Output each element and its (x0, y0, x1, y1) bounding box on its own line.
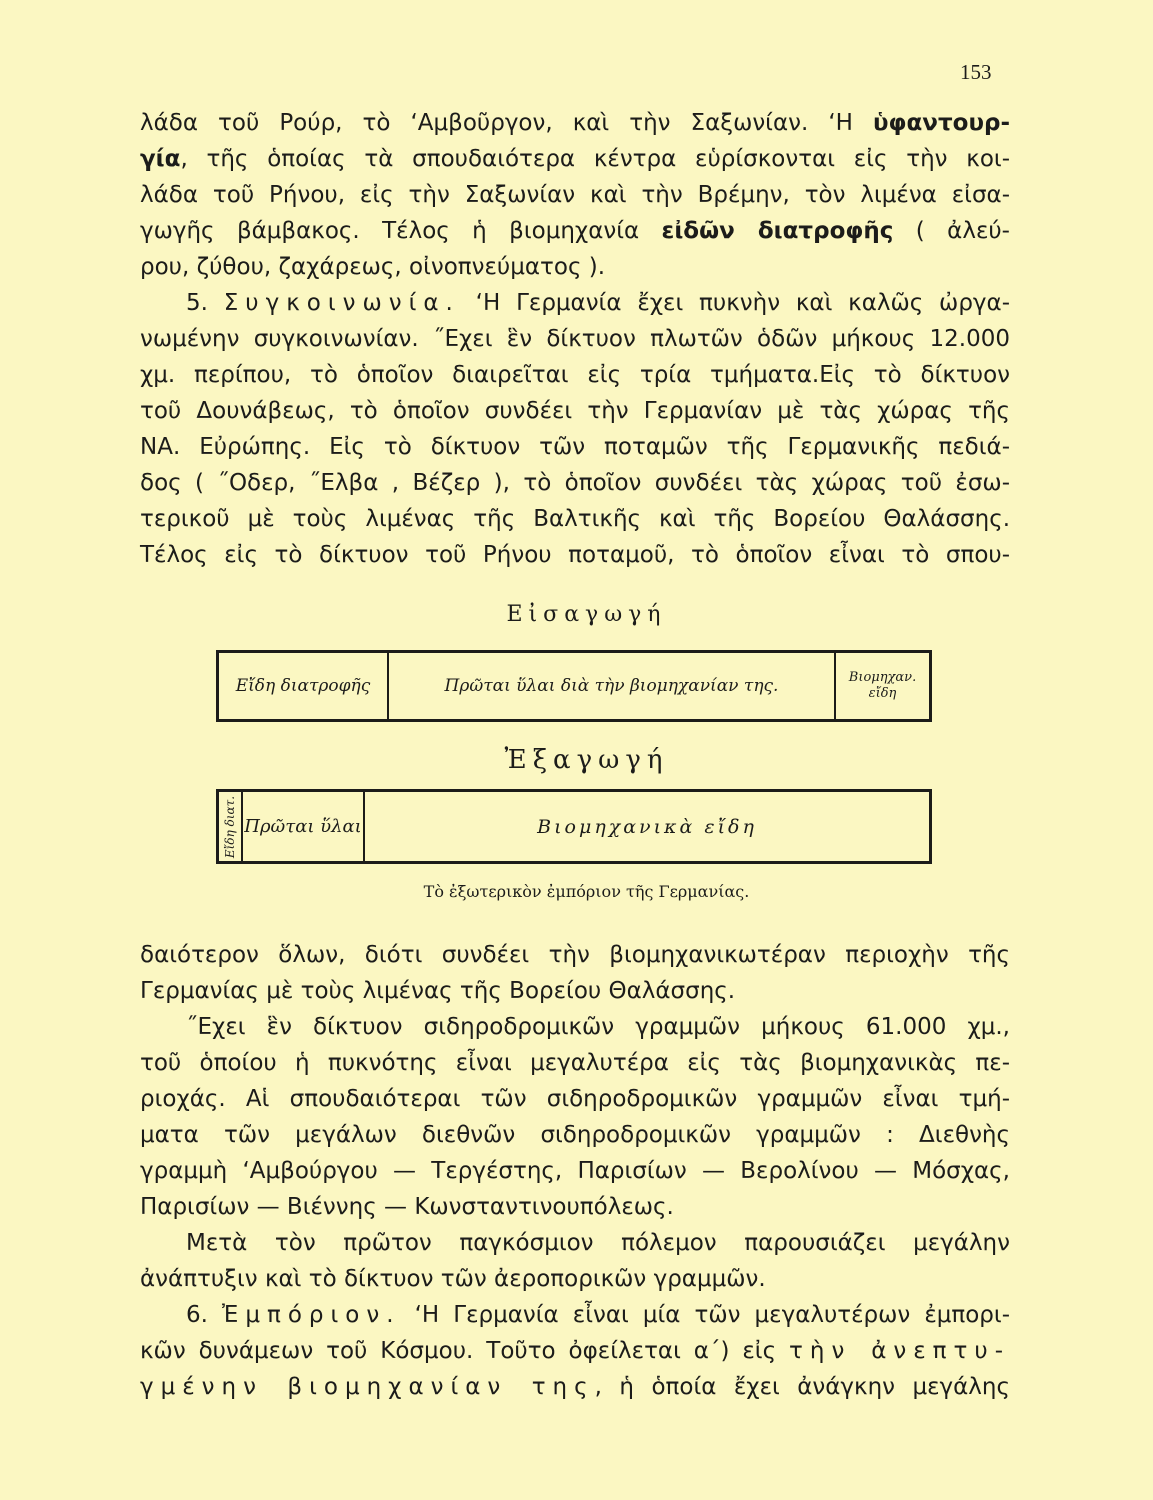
text-line (140, 177, 1010, 213)
bold-term: ὑφαντουρ- (872, 110, 1010, 136)
text-line (140, 285, 1010, 321)
text-block-top (140, 105, 1010, 573)
text-line (140, 1261, 1010, 1297)
text-line (140, 357, 1010, 393)
text-line (140, 1009, 1010, 1045)
text-run: ‘Η Γερμανία ἔχει πυκνὴν καὶ καλῶς ὠργα- (459, 290, 1010, 316)
text-line (140, 937, 1010, 973)
text-line (140, 429, 1010, 465)
text-line (140, 393, 1010, 429)
text-run: νωμένην συγκοινωνίαν. ˝Εχει ἓν δίκτυον πλωτῶν ὁδῶν μήκους 12.000 (140, 326, 1010, 352)
text-line (140, 973, 1010, 1009)
text-run: , ἡ ὁποία ἔχει ἀνάγκην μεγάλης (594, 1374, 1010, 1400)
spaced-term: γμένην βιομηχανίαν της (140, 1374, 595, 1400)
export-cell-food (219, 792, 243, 861)
text-run: , τῆς ὁποίας τὰ σπουδαιότερα κέντρα εὑρίσκονται εἰς τὴν κοι- (180, 146, 1010, 172)
import-cell-food: Εἴδη διατροφῆς (219, 653, 389, 719)
text-run: ΝΑ. Εὐρώπης. Εἰς τὸ δίκτυον τῶν ποταμῶν τῆς Γερμανικῆς πεδιά- (140, 434, 1010, 460)
bold-term: γία (140, 146, 181, 172)
text-line (140, 1045, 1010, 1081)
text-run: ἀνάπτυξιν καὶ τὸ δίκτυον τῶν ἀεροπορικῶν γραμμῶν. (140, 1266, 766, 1292)
text-run: τοῦ Δουνάβεως, τὸ ὁποῖον συνδέει τὴν Γερμανίαν μὲ τὰς χώρας τῆς (140, 398, 1010, 424)
text-run: λάδα τοῦ Ρήνου, εἰς τὴν Σαξωνίαν καὶ τὴν Βρέμην, τὸν λιμένα εἰσα- (140, 182, 1010, 208)
import-diagram (216, 650, 932, 722)
text-run: γραμμὴ ‘Αμβούργου — Τεργέστης, Παρισίων — Βερολίνου — Μόσχας, (140, 1158, 1010, 1184)
page-number: 153 (960, 60, 992, 84)
text-run: ( ἀλεύ- (893, 218, 1010, 244)
spaced-term: Συγκοινωνία. (223, 290, 460, 316)
text-line (140, 1369, 1010, 1405)
text-run: χμ. περίπου, τὸ ὁποῖον διαιρεῖται εἰς τρία τμήματα.Εἰς τὸ δίκτυον (140, 362, 1010, 388)
export-diagram (216, 789, 932, 864)
export-cell-industrial-goods: Βιομηχανικὰ εἴδη (537, 815, 757, 838)
text-run: 6. (186, 1302, 223, 1328)
text-line (140, 213, 1010, 249)
import-cell-raw-materials: Πρῶται ὕλαι διὰ τὴν βιομηχανίαν της. (389, 653, 836, 719)
figure-caption: Τὸ ἐξωτερικὸν ἐμπόριον τῆς Γερμανίας. (423, 882, 750, 901)
text-run: τερικοῦ μὲ τοὺς λιμένας τῆς Βαλτικῆς καὶ τῆς Βορείου Θαλάσσης. (140, 506, 1010, 532)
text-run: λάδα τοῦ Ρούρ, τὸ ‘Αμβοῦργον, καὶ τὴν Σαξωνίαν. ‘Η (140, 110, 873, 136)
text-line (140, 249, 1010, 285)
import-diagram-title: Εἰσαγωγή (506, 602, 667, 627)
export-cell-food-label: Εἴδη διατ. (223, 795, 237, 858)
text-line (140, 105, 1010, 141)
text-line (140, 1297, 1010, 1333)
text-run: 5. (186, 290, 224, 316)
text-run: ‘Η Γερμανία εἶναι μία τῶν μεγαλυτέρων ἐμπορι- (400, 1302, 1010, 1328)
text-line (140, 1333, 1010, 1369)
text-run: Παρισίων — Βιέννης — Κωνσταντινουπόλεως. (140, 1194, 674, 1220)
text-run: κῶν δυνάμεων τοῦ Κόσμου. Τοῦτο ὀφείλεται α΄) εἰς (140, 1338, 790, 1364)
import-cell-industrial-goods: Βιομηχαν. εἴδη (848, 670, 917, 701)
spaced-term: τὴν ἀνεπτυ- (789, 1338, 1010, 1364)
text-run: τοῦ ὁποίου ἡ πυκνότης εἶναι μεγαλυτέρα εἰς τὰς βιομηχανικὰς πε- (140, 1050, 1010, 1076)
text-run: ˝Εχει ἓν δίκτυον σιδηροδρομικῶν γραμμῶν μήκους 61.000 χμ., (186, 1014, 1010, 1040)
text-run: γωγῆς βάμβακος. Τέλος ἡ βιομηχανία (140, 218, 662, 244)
export-cell-raw-materials: Πρῶται ὕλαι (243, 792, 365, 861)
text-line (140, 537, 1010, 573)
bold-term: εἰδῶν διατροφῆς (661, 218, 894, 244)
export-diagram-title: Ἐξαγωγή (504, 745, 669, 775)
text-run: Μετὰ τὸν πρῶτον παγκόσμιον πόλεμον παρουσιάζει μεγάλην (186, 1230, 1010, 1256)
text-block-bottom (140, 937, 1010, 1405)
text-run: δος ( ˝Οδερ, ˝Ελβα , Βέζερ ), τὸ ὁποῖον συνδέει τὰς χώρας τοῦ ἐσω- (140, 470, 1010, 496)
text-run: δαιότερον ὅλων, διότι συνδέει τὴν βιομηχανικωτέραν περιοχὴν τῆς (140, 942, 1010, 968)
text-run: Τέλος εἰς τὸ δίκτυον τοῦ Ρήνου ποταμοῦ, τὸ ὁποῖον εἶναι τὸ σπου- (140, 542, 1010, 568)
text-line (140, 1081, 1010, 1117)
text-run: ρου, ζύθου, ζαχάρεως, οἰνοπνεύματος ). (140, 254, 606, 280)
text-line (140, 141, 1010, 177)
text-line (140, 321, 1010, 357)
text-line (140, 465, 1010, 501)
text-line (140, 1225, 1010, 1261)
text-line (140, 501, 1010, 537)
text-run: Γερμανίας μὲ τοὺς λιμένας τῆς Βορείου Θαλάσσης. (140, 978, 736, 1004)
text-line (140, 1153, 1010, 1189)
text-run: ματα τῶν μεγάλων διεθνῶν σιδηροδρομικῶν γραμμῶν : Διεθνὴς (140, 1122, 1010, 1148)
text-run: ριοχάς. Αἱ σπουδαιότεραι τῶν σιδηροδρομικῶν γραμμῶν εἶναι τμή- (140, 1086, 1010, 1112)
text-line (140, 1189, 1010, 1225)
text-line (140, 1117, 1010, 1153)
spaced-term: Ἐμπόριον. (222, 1302, 401, 1328)
